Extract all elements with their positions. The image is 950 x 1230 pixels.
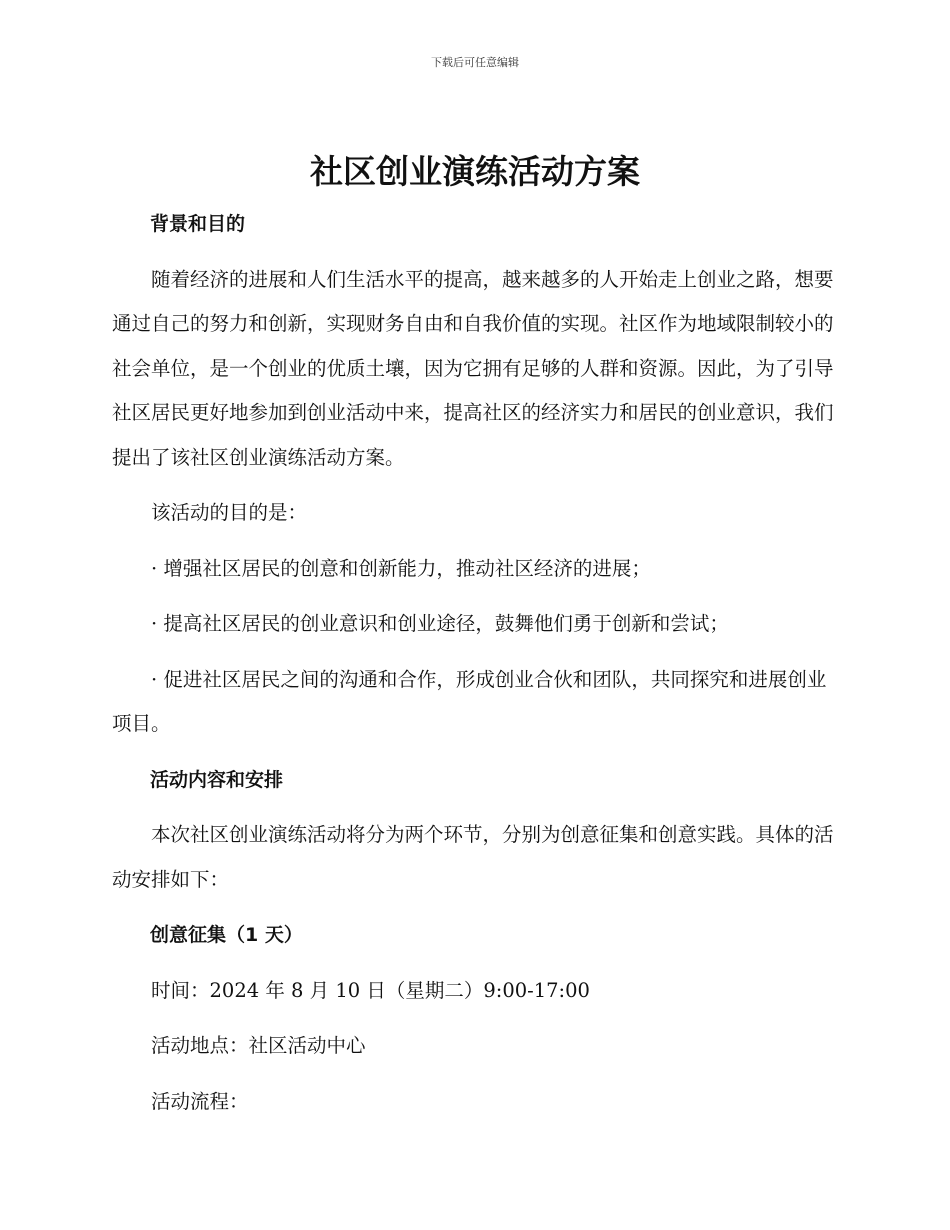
time-line: 时间：2024 年 8 月 10 日（星期二）9:00-17:00 [151, 978, 590, 1002]
section-heading-content: 活动内容和安排 [150, 768, 284, 791]
section-heading-background: 背景和目的 [150, 213, 246, 235]
paragraph-purpose-intro: 该活动的目的是： [151, 501, 308, 524]
bullet-item-1: · 增强社区居民的创意和创新能力，推动社区经济的进展； [151, 556, 651, 580]
paragraph-content: 本次社区创业演练活动将分为两个环节，分别为创意征集和创意实践。具体的活动安排如下： [112, 823, 834, 891]
paragraph-background: 随着经济的进展和人们生活水平的提高，越来越多的人开始走上创业之路，想要通过自己的努力和创新，实现财务自由和自我价值的实现。社区作为地域限制较小的社会单位，是一个创业的优质土壤，因为它拥有足够的人群和资源。因此，为了引导社区居民更好地参加到创业活动中来，提高社区的经济实力和居民的创业意识，我们提出了该社区创业演练活动方案。 [112, 267, 834, 469]
document-title: 社区创业演练活动方案 [310, 152, 640, 191]
bullet-item-3: · 促进社区居民之间的沟通和合作，形成创业合伙和团队，共同探究和进展创业项目。 [112, 667, 827, 735]
section-heading-idea-collection: 创意征集（1 天） [150, 924, 303, 946]
document-body [112, 202, 834, 1135]
location-line: 活动地点：社区活动中心 [151, 1034, 366, 1057]
bullet-item-2: · 提高社区居民的创业意识和创业途径，鼓舞他们勇于创新和尝试； [151, 612, 729, 635]
page-header: 下载后可任意编辑 [431, 56, 519, 69]
process-line: 活动流程： [151, 1089, 249, 1113]
